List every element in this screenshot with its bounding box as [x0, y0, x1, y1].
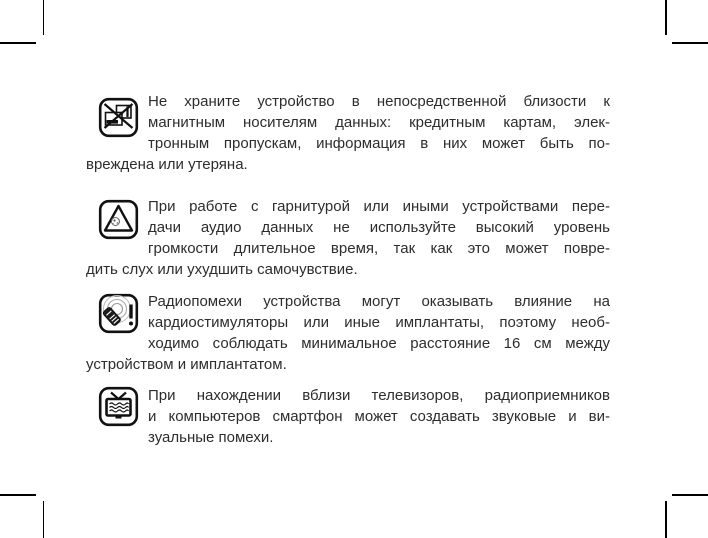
warning-text-line: Не храните устройство в непосредственной близости к — [148, 93, 610, 110]
warning-item-tv-interference — [86, 385, 610, 448]
radio-interference-warning-icon — [98, 293, 139, 334]
warning-text-line: кардиостимуляторы или иные имплантаты, поэтому необ- — [148, 314, 610, 331]
warning-text-line: зуальные помехи. — [148, 429, 274, 446]
warning-item-magnetic-cards — [86, 91, 610, 175]
crop-mark-top-left-horizontal — [0, 42, 36, 44]
warning-text-line: Радиопомехи устройства могут оказывать влияние на — [148, 293, 610, 310]
crop-mark-bottom-left-horizontal — [0, 494, 36, 496]
crop-mark-top-left-vertical — [43, 0, 45, 35]
warning-text-line: магнитным носителям данных: кредитным картам, элек- — [148, 114, 610, 131]
warning-text-line: ходимо соблюдать минимальное расстояние 16 см между — [148, 335, 610, 352]
warning-text-line: дачи аудио данных не используйте высокий уровень — [148, 219, 610, 236]
crop-mark-top-right-vertical — [665, 0, 667, 35]
crop-mark-bottom-right-horizontal — [672, 494, 708, 496]
warning-text-line: и компьютеров смартфон может создавать звуковые и ви- — [148, 408, 610, 425]
magnetic-cards-warning-icon — [98, 97, 139, 138]
tv-interference-warning-icon — [98, 386, 139, 427]
crop-mark-bottom-left-vertical — [43, 501, 45, 538]
warning-text-line: громкости длительное время, так как это может повре- — [148, 240, 610, 257]
warning-text-line: При нахождении вблизи телевизоров, радиоприемников — [148, 387, 610, 404]
warning-text-line: устройством и имплантатом. — [86, 356, 287, 373]
warning-text-line: дить слух или ухудшить самочувствие. — [86, 261, 358, 278]
volume-hearing-warning-icon — [98, 199, 139, 240]
warning-item-headset-volume — [86, 196, 610, 280]
warning-item-radio-interference — [86, 291, 610, 375]
warning-text-line: вреждена или утеряна. — [86, 156, 248, 173]
crop-mark-bottom-right-vertical — [665, 501, 667, 538]
warning-text-line: При работе с гарнитурой или иными устройствами пере- — [148, 198, 610, 215]
warning-text-line: тронным пропускам, информация в них может быть по- — [148, 135, 610, 152]
crop-mark-top-right-horizontal — [672, 42, 708, 44]
